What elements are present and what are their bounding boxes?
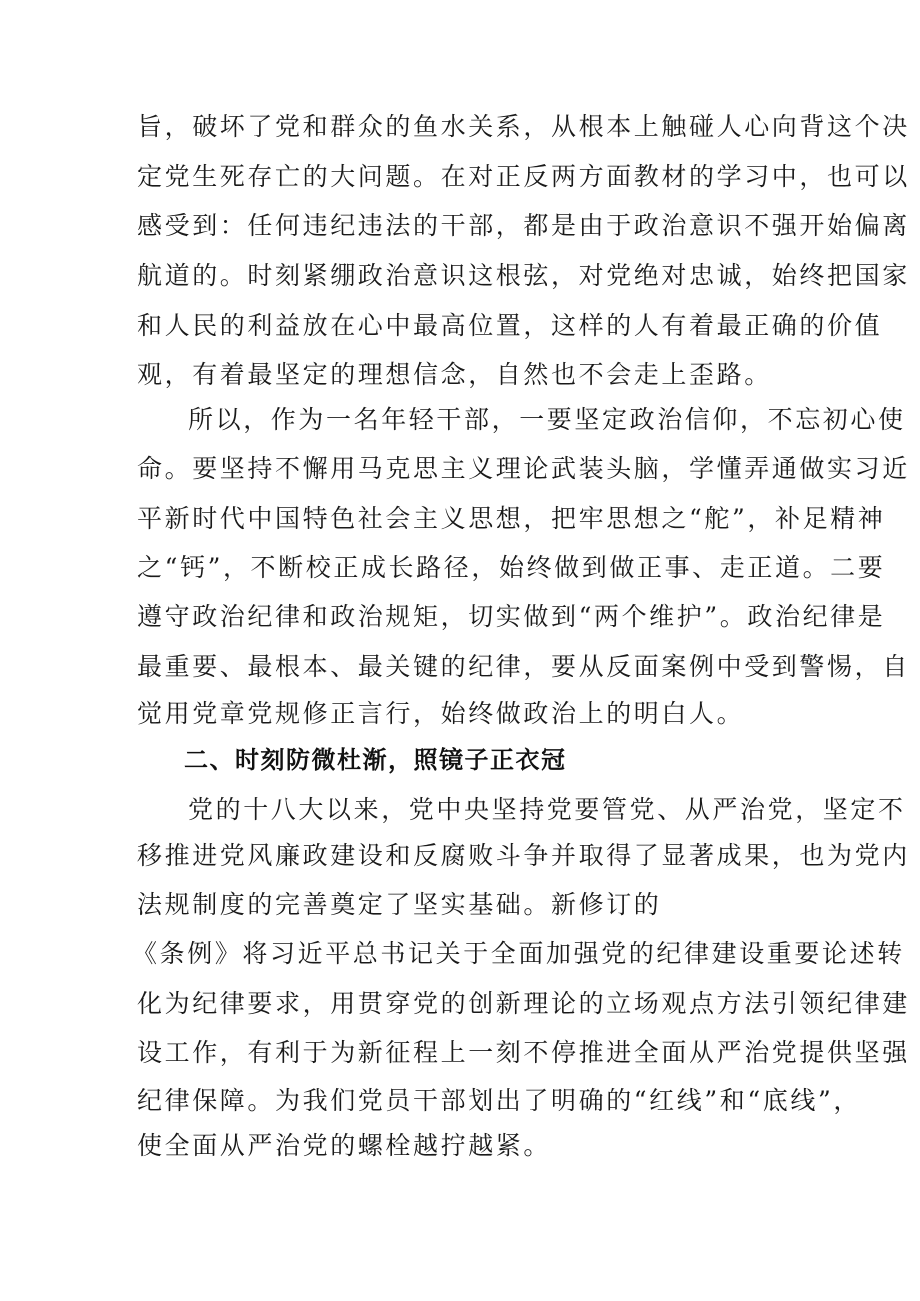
paragraph-line: 使全面从严治党的螺栓越拧越紧。 [137, 1131, 552, 1160]
paragraph-line: 命。要坚持不懈用马克思主义理论武装头脑，学懂弄通做实习近 [137, 454, 910, 483]
paragraph-line: 和人民的利益放在心中最高位置，这样的人有着最正确的价值 [137, 311, 883, 340]
paragraph-line: 法规制度的完善奠定了坚实基础。新修订的 [137, 890, 662, 919]
paragraph-line: 设工作，有利于为新征程上一刻不停推进全面从严治党提供坚强 [137, 1038, 910, 1067]
paragraph-line: 定党生死存亡的大问题。在对正反两方面教材的学习中，也可以 [137, 162, 910, 191]
paragraph-line: 遵守政治纪律和政治规矩，切实做到“两个维护”。政治纪律是 [137, 602, 886, 631]
paragraph-line: 旨，破坏了党和群众的鱼水关系，从根本上触碰人心向背这个决 [137, 112, 910, 141]
paragraph-line: 移推进党风廉政建设和反腐败斗争并取得了显著成果，也为党内 [137, 841, 910, 870]
paragraph-line: 观，有着最坚定的理想信念，自然也不会走上歪路。 [137, 360, 772, 389]
paragraph-line: 纪律保障。为我们党员干部划出了明确的“红线”和“底线”， [137, 1086, 861, 1115]
paragraph-line: 化为纪律要求，用贯穿党的创新理论的立场观点方法引领纪律建 [137, 989, 910, 1018]
paragraph-line: 之“钙”，不断校正成长路径，始终做到做正事、走正道。二要 [137, 553, 886, 582]
paragraph-line: 感受到：任何违纪违法的干部，都是由于政治意识不强开始偏离 [137, 211, 910, 240]
paragraph-line: 最重要、最根本、最关键的纪律，要从反面案例中受到警惕，自 [137, 652, 910, 681]
paragraph-first-line: 党的十八大以来，党中央坚持党要管党、从严治党，坚定不 [188, 795, 906, 824]
paragraph-line: 航道的。时刻紧绷政治意识这根弦，对党绝对忠诚，始终把国家 [137, 261, 910, 290]
paragraph-first-line: 所以，作为一名年轻干部，一要坚定政治信仰，不忘初心使 [188, 405, 906, 434]
paragraph-line: 觉用党章党规修正言行，始终做政治上的明白人。 [137, 699, 745, 728]
paragraph-line: 《条例》将习近平总书记关于全面加强党的纪律建设重要论述转 [132, 939, 905, 968]
paragraph-line: 平新时代中国特色社会主义思想，把牢思想之“舵”，补足精神 [137, 504, 886, 533]
section-heading: 二、时刻防微杜渐，照镜子正衣冠 [184, 746, 567, 774]
